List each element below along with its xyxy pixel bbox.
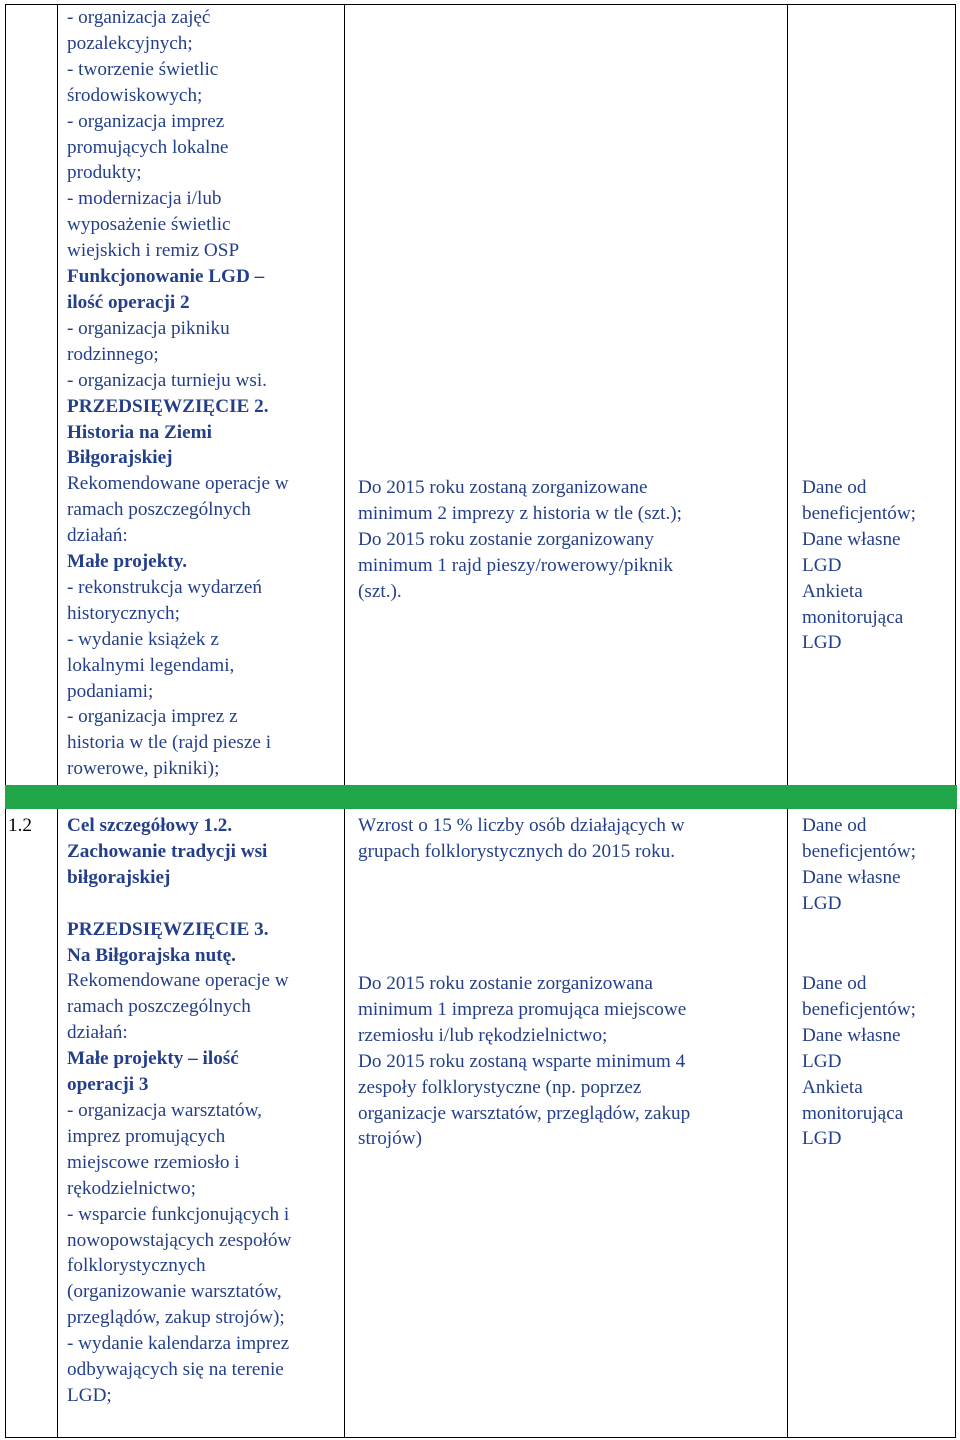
text-line: PRZEDSIĘWZIĘCIE 2. — [67, 395, 269, 417]
text-line: działań: — [67, 1022, 128, 1044]
text-line: - rekonstrukcja wydarzeń — [67, 576, 262, 598]
text-line: Ankieta — [802, 1076, 863, 1098]
table-divider-col1 — [57, 4, 58, 1438]
table-border-right — [955, 4, 956, 1438]
text-line: - organizacja imprez z — [67, 706, 238, 728]
text-line: monitorująca — [802, 1102, 904, 1124]
text-line: minimum 1 rajd pieszy/rowerowy/piknik — [358, 554, 673, 576]
text-line: ilość operacji 2 — [67, 291, 190, 313]
text-line: (organizowanie warsztatów, — [67, 1281, 282, 1303]
text-line: Na Biłgorajska nutę. — [67, 944, 236, 966]
text-line: historia w tle (rajd piesze i — [67, 732, 272, 754]
text-line: (szt.). — [358, 580, 402, 602]
text-line: LGD; — [67, 1384, 112, 1406]
text-line: imprez promujących — [67, 1125, 226, 1147]
text-line: nowopowstających zespołów — [67, 1229, 292, 1251]
text-line: grupach folklorystycznych do 2015 roku. — [358, 840, 676, 862]
text-line: odbywających się na terenie — [67, 1359, 284, 1381]
text-line: Rekomendowane operacje w — [67, 970, 289, 992]
text-line: ramach poszczególnych — [67, 996, 251, 1018]
text-line: biłgorajskiej — [67, 866, 171, 888]
text-line: - wydanie książek z — [67, 628, 219, 650]
sources-cell-lower — [802, 971, 916, 1152]
table-border-left — [5, 4, 6, 1438]
text-line: minimum 1 impreza promująca miejscowe — [358, 998, 687, 1020]
text-line: środowiskowych; — [67, 84, 203, 106]
text-line: Rekomendowane operacje w — [67, 473, 289, 495]
text-line: Cel szczegółowy 1.2. — [67, 815, 233, 836]
text-line: - organizacja imprez — [67, 110, 225, 132]
text-line: - organizacja pikniku — [67, 317, 230, 339]
text-line: rzemiosłu i/lub rękodzielnictwo; — [358, 1024, 608, 1046]
indicators-cell-lower — [358, 971, 690, 1152]
text-line: LGD — [802, 892, 842, 914]
text-line: Wzrost o 15 % liczby osób działających w — [358, 815, 685, 836]
text-line: Do 2015 roku zostaną zorganizowane — [358, 477, 648, 498]
text-line: lokalnymi legendami, — [67, 654, 235, 676]
text-line: LGD — [802, 554, 842, 576]
text-line: operacji 3 — [67, 1074, 149, 1096]
text-line: ramach poszczególnych — [67, 499, 251, 521]
text-line: produkty; — [67, 162, 142, 184]
text-line: Dane od — [802, 477, 867, 498]
text-line: wiejskich i remiz OSP — [67, 240, 240, 262]
text-line: - organizacja turnieju wsi. — [67, 369, 267, 391]
sources-cell-upper — [802, 475, 916, 656]
table-divider-col3 — [787, 4, 788, 1438]
text-line: PRZEDSIĘWZIĘCIE 3. — [67, 918, 269, 940]
text-line: rodzinnego; — [67, 343, 159, 365]
text-line: LGD — [802, 632, 842, 654]
text-line: działań: — [67, 525, 128, 547]
text-line: monitorująca — [802, 606, 904, 628]
table-border-bottom — [5, 1437, 956, 1438]
text-line: Dane od — [802, 815, 867, 836]
section-divider-bar — [5, 785, 957, 809]
text-line: beneficjentów; — [802, 998, 917, 1020]
text-line: miejscowe rzemiosło i — [67, 1151, 240, 1173]
activities-cell-lower — [67, 813, 291, 1409]
text-line: LGD — [802, 1050, 842, 1072]
text-line: folklorystycznych — [67, 1255, 206, 1277]
text-line: historycznych; — [67, 602, 180, 624]
text-line: - wydanie kalendarza imprez — [67, 1333, 290, 1355]
indicators-cell-mid — [358, 813, 685, 865]
text-line: przeglądów, zakup strojów); — [67, 1307, 285, 1329]
text-line: - tworzenie świetlic — [67, 58, 219, 80]
text-line — [67, 891, 291, 917]
text-line: minimum 2 imprezy z historia w tle (szt.); — [358, 502, 682, 524]
text-line: wyposażenie świetlic — [67, 214, 231, 236]
text-line: rękodzielnictwo; — [67, 1177, 196, 1199]
text-line: beneficjentów; — [802, 502, 917, 524]
text-line: - organizacja zajęć — [67, 7, 211, 28]
text-line: Biłgorajskiej — [67, 447, 173, 469]
row-number: 1.2 — [8, 815, 32, 836]
text-line: Do 2015 roku zostaną wsparte minimum 4 — [358, 1050, 686, 1072]
text-line: Dane od — [802, 973, 867, 994]
table-divider-col2 — [344, 4, 345, 1438]
text-line: - wsparcie funkcjonujących i — [67, 1203, 290, 1225]
text-line: Zachowanie tradycji wsi — [67, 840, 268, 862]
text-line: organizacje warsztatów, przeglądów, zakup — [358, 1102, 691, 1124]
indicators-cell-upper — [358, 475, 682, 605]
text-line: Małe projekty – ilość — [67, 1048, 239, 1070]
text-line: Małe projekty. — [67, 551, 188, 573]
text-line: promujących lokalne — [67, 136, 229, 158]
activities-cell-upper — [67, 5, 289, 782]
text-line: - modernizacja i/lub — [67, 188, 222, 210]
text-line: beneficjentów; — [802, 840, 917, 862]
text-line: Historia na Ziemi — [67, 421, 212, 443]
text-line: Do 2015 roku zostanie zorganizowana — [358, 973, 653, 994]
text-line: Dane własne — [802, 528, 901, 550]
text-line: LGD — [802, 1128, 842, 1150]
text-line: - organizacja warsztatów, — [67, 1099, 262, 1121]
text-line: Funkcjonowanie LGD – — [67, 266, 265, 288]
text-line: Do 2015 roku zostanie zorganizowany — [358, 528, 654, 550]
text-line: rowerowe, pikniki); — [67, 758, 220, 780]
text-line: podaniami; — [67, 680, 154, 702]
sources-cell-mid — [802, 813, 916, 917]
text-line: pozalekcyjnych; — [67, 32, 193, 54]
text-line: strojów) — [358, 1128, 422, 1150]
text-line: Dane własne — [802, 866, 901, 888]
text-line: zespoły folklorystyczne (np. poprzez — [358, 1076, 642, 1098]
text-line: Ankieta — [802, 580, 863, 602]
text-line: Dane własne — [802, 1024, 901, 1046]
